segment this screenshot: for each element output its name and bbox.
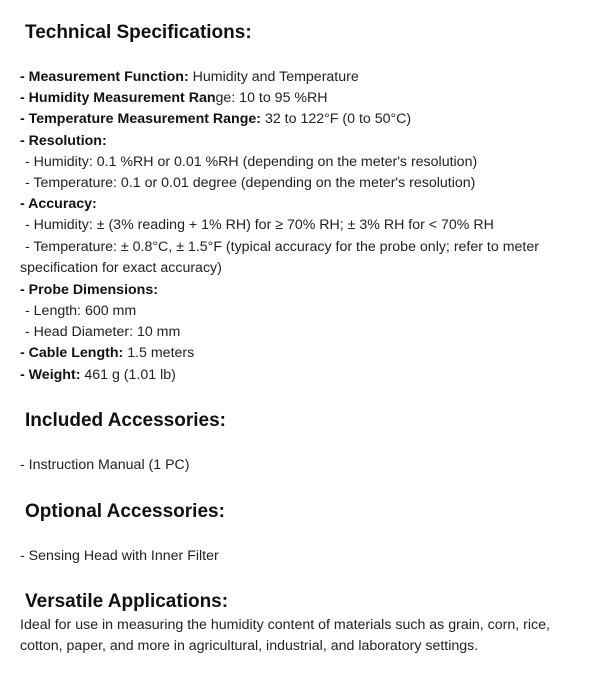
included-accessories-heading: Included Accessories:	[25, 410, 226, 431]
spec-accuracy-temperature	[20, 237, 580, 279]
spec-value: 32 to 122°F (0 to 50°C)	[261, 111, 412, 127]
spec-accuracy-temperature-text: - Temperature: ± 0.8°C, ± 1.5°F (typical accuracy for the probe only; refer to meter specification for exact accuracy)	[20, 239, 539, 277]
spec-value: Humidity and Temperature	[188, 69, 359, 85]
spec-accuracy-humidity: - Humidity: ± (3% reading + 1% RH) for ≥ 70% RH; ± 3% RH for < 70% RH	[25, 217, 494, 233]
spec-label: - Measurement Function:	[20, 69, 189, 85]
spec-humidity-range	[20, 88, 600, 109]
versatile-applications-heading: Versatile Applications:	[25, 591, 229, 612]
spec-label: - Temperature Measurement Range:	[20, 111, 261, 127]
spec-probe-dimensions	[20, 280, 600, 301]
spec-label: - Humidity Measurement Ran	[20, 90, 216, 106]
spec-value: 1.5 meters	[123, 345, 195, 361]
spec-temperature-range	[20, 109, 600, 130]
spec-label: - Resolution:	[20, 133, 107, 149]
applications-text: Ideal for use in measuring the humidity content of materials such as grain, corn, rice, cotton, paper, and more in agricultural, industrial, and laboratory settings.	[20, 617, 550, 655]
spec-cable-length	[20, 343, 600, 364]
spec-label: - Probe Dimensions:	[20, 282, 158, 298]
spec-probe-head-diameter: - Head Diameter: 10 mm	[25, 324, 181, 340]
spec-value: 461 g (1.01 lb)	[80, 367, 176, 383]
spec-label: - Weight:	[20, 367, 81, 383]
spec-resolution-temperature: - Temperature: 0.1 or 0.01 degree (depending on the meter's resolution)	[25, 175, 476, 191]
spec-probe-length: - Length: 600 mm	[25, 303, 137, 319]
technical-specifications-heading: Technical Specifications:	[25, 22, 252, 43]
spec-accuracy	[20, 194, 600, 215]
spec-resolution	[20, 131, 600, 152]
optional-accessory-item: - Sensing Head with Inner Filter	[20, 548, 219, 564]
spec-resolution-humidity: - Humidity: 0.1 %RH or 0.01 %RH (depending on the meter's resolution)	[25, 154, 478, 170]
included-accessory-item: - Instruction Manual (1 PC)	[20, 457, 190, 473]
spec-measurement-function	[20, 67, 600, 88]
spec-label: - Accuracy:	[20, 196, 97, 212]
optional-accessories-heading: Optional Accessories:	[25, 501, 225, 522]
spec-label: - Cable Length:	[20, 345, 124, 361]
spec-weight	[20, 365, 600, 386]
spec-value: ge: 10 to 95 %RH	[215, 90, 328, 106]
